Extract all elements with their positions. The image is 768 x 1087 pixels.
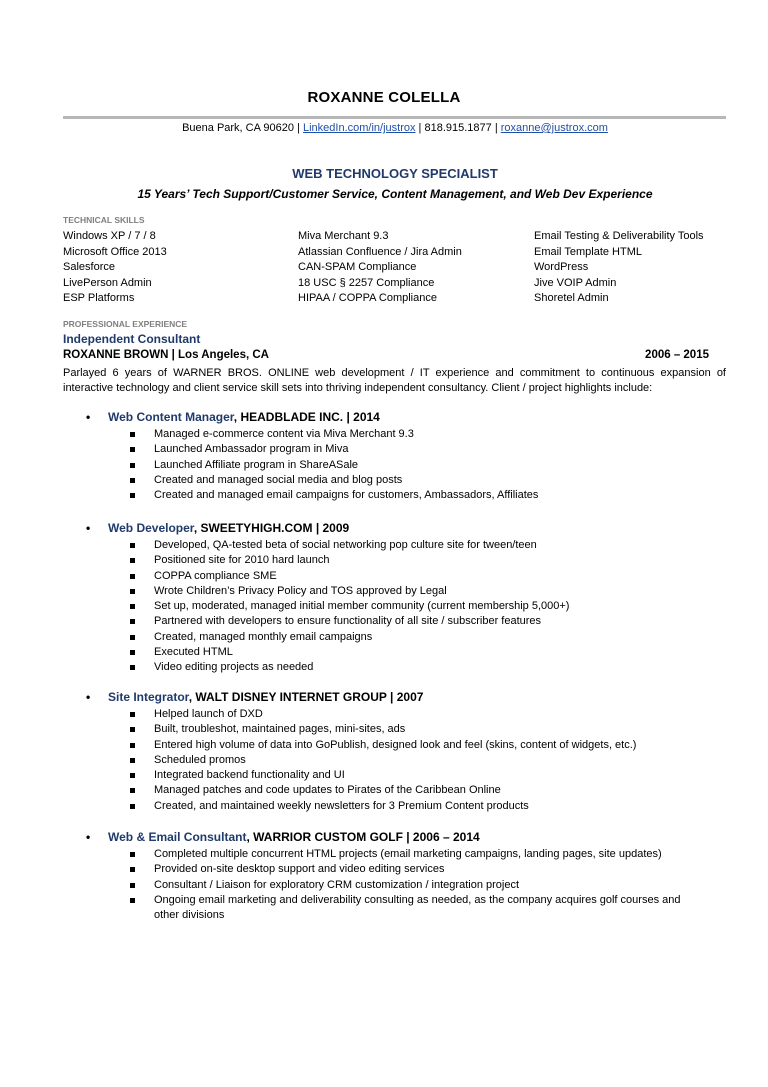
list-item: Developed, QA-tested beta of social networking pop culture site for tween/teen xyxy=(128,538,688,553)
employment-dates: 2006 – 2015 xyxy=(645,349,709,361)
square-bullet xyxy=(130,883,135,888)
list-item: Executed HTML xyxy=(128,645,688,660)
square-bullet xyxy=(130,574,135,579)
square-bullet xyxy=(130,898,135,903)
role-title: Web Developer xyxy=(108,521,194,535)
list-item: Helped launch of DXD xyxy=(128,707,688,722)
list-item: Built, troubleshot, maintained pages, mini-sites, ads xyxy=(128,722,688,737)
list-item: Managed e-commerce content via Miva Merchant 9.3 xyxy=(128,427,688,442)
square-bullet xyxy=(130,788,135,793)
square-bullet xyxy=(130,604,135,609)
square-bullet xyxy=(130,650,135,655)
bullet: • xyxy=(86,690,91,704)
separator: | xyxy=(415,122,425,134)
role-org: , SWEETYHIGH.COM | 2009 xyxy=(193,521,350,535)
skill-item: CAN-SPAM Compliance xyxy=(298,261,417,273)
list-item: Entered high volume of data into GoPublish, designed look and feel (skins, content of widgets, etc.) xyxy=(128,738,688,753)
list-item: Wrote Children’s Privacy Policy and TOS approved by Legal xyxy=(128,584,688,599)
square-bullet xyxy=(130,463,135,468)
list-item: Completed multiple concurrent HTML projects (email marketing campaigns, landing pages, site updates) xyxy=(128,847,688,862)
list-item: Created and managed email campaigns for customers, Ambassadors, Affiliates xyxy=(128,488,688,503)
skill-item: LivePerson Admin xyxy=(63,276,152,289)
square-bullet xyxy=(130,727,135,732)
email-link[interactable]: roxanne@justrox.com xyxy=(500,122,608,134)
list-item: Set up, moderated, managed initial member community (current membership 5,000+) xyxy=(128,599,688,614)
professional-experience-label: PROFESSIONAL EXPERIENCE xyxy=(63,319,188,329)
list-item: Integrated backend functionality and UI xyxy=(128,768,688,783)
skill-item: Jive VOIP Admin xyxy=(534,276,617,289)
skill-item: Windows XP / 7 / 8 xyxy=(63,230,156,242)
location: Buena Park, CA 90620 xyxy=(182,122,294,134)
square-bullet xyxy=(130,712,135,717)
skill-item: Email Template HTML xyxy=(534,245,642,258)
role-title: Site Integrator xyxy=(108,690,189,704)
role-items xyxy=(128,847,688,923)
role-org: , WALT DISNEY INTERNET GROUP | 2007 xyxy=(188,690,424,704)
list-item: Positioned site for 2010 hard launch xyxy=(128,553,688,568)
skills-column-2 xyxy=(298,229,462,307)
linkedin-link[interactable]: LinkedIn.com/in/justrox xyxy=(302,122,416,134)
square-bullet xyxy=(130,758,135,763)
bullet: • xyxy=(86,410,91,424)
square-bullet xyxy=(130,558,135,563)
employer: ROXANNE BROWN | Los Angeles, CA xyxy=(63,349,269,361)
square-bullet xyxy=(130,867,135,872)
square-bullet xyxy=(130,543,135,548)
skill-item: Salesforce xyxy=(63,261,115,273)
square-bullet xyxy=(130,773,135,778)
list-item: Partnered with developers to ensure functionality of all site / subscriber features xyxy=(128,614,688,629)
header-divider xyxy=(63,116,726,119)
skill-item: Miva Merchant 9.3 xyxy=(298,230,389,242)
square-bullet xyxy=(130,493,135,498)
skill-item: Microsoft Office 2013 xyxy=(63,245,167,258)
skill-item: Email Testing & Deliverability Tools xyxy=(534,230,704,242)
subheadline: 15 Years’ Tech Support/Customer Service, Content Management, and Web Dev Experience xyxy=(137,187,653,201)
contact-line xyxy=(0,122,768,134)
list-item: Ongoing email marketing and deliverability consulting as needed, as the company acquires golf courses and other divisions xyxy=(128,893,688,924)
role-title: Web & Email Consultant xyxy=(108,830,247,844)
list-item: Launched Ambassador program in Miva xyxy=(128,442,688,457)
skill-item: 18 USC § 2257 Compliance xyxy=(298,276,435,289)
role-items xyxy=(128,427,688,503)
square-bullet xyxy=(130,432,135,437)
list-item: Video editing projects as needed xyxy=(128,660,688,675)
skills-column-3 xyxy=(534,229,704,307)
technical-skills-label: TECHNICAL SKILLS xyxy=(63,215,145,225)
square-bullet xyxy=(130,589,135,594)
headline: WEB TECHNOLOGY SPECIALIST xyxy=(292,166,498,181)
square-bullet xyxy=(130,635,135,640)
square-bullet xyxy=(130,743,135,748)
skill-item: WordPress xyxy=(534,261,589,273)
candidate-name: ROXANNE COLELLA xyxy=(307,89,461,106)
list-item: Consultant / Liaison for exploratory CRM customization / integration project xyxy=(128,878,688,893)
phone: 818.915.1877 xyxy=(424,122,492,134)
list-item: Launched Affiliate program in ShareASale xyxy=(128,458,688,473)
list-item: COPPA compliance SME xyxy=(128,569,688,584)
list-item: Created and managed social media and blog posts xyxy=(128,473,688,488)
bullet: • xyxy=(86,830,91,844)
square-bullet xyxy=(130,665,135,670)
role-org: , WARRIOR CUSTOM GOLF | 2006 – 2014 xyxy=(246,830,480,844)
skills-column-1 xyxy=(63,229,167,307)
square-bullet xyxy=(130,478,135,483)
separator: | xyxy=(294,122,303,134)
skill-item: ESP Platforms xyxy=(63,292,135,304)
list-item: Provided on-site desktop support and video editing services xyxy=(128,862,688,877)
list-item: Created, managed monthly email campaigns xyxy=(128,630,688,645)
separator: | xyxy=(491,122,501,134)
role-org: , HEADBLADE INC. | 2014 xyxy=(233,410,380,424)
job-title: Independent Consultant xyxy=(63,332,201,346)
square-bullet xyxy=(130,804,135,809)
skill-item: Shoretel Admin xyxy=(534,292,609,304)
bullet: • xyxy=(86,521,91,535)
role-items xyxy=(128,707,688,814)
skill-item: Atlassian Confluence / Jira Admin xyxy=(298,245,462,258)
role-title: Web Content Manager xyxy=(108,410,234,424)
experience-summary: Parlayed 6 years of WARNER BROS. ONLINE web development / IT experience and commitment to continuous expansion of interactive technology and client service skill sets into thriving independent consultancy. Client / project highlights include: xyxy=(63,367,726,394)
list-item: Created, and maintained weekly newsletters for 3 Premium Content products xyxy=(128,799,688,814)
square-bullet xyxy=(130,619,135,624)
employer-line xyxy=(63,349,709,361)
list-item: Scheduled promos xyxy=(128,753,688,768)
square-bullet xyxy=(130,852,135,857)
list-item: Managed patches and code updates to Pirates of the Caribbean Online xyxy=(128,783,688,798)
role-items xyxy=(128,538,688,676)
skill-item: HIPAA / COPPA Compliance xyxy=(298,292,437,304)
square-bullet xyxy=(130,447,135,452)
